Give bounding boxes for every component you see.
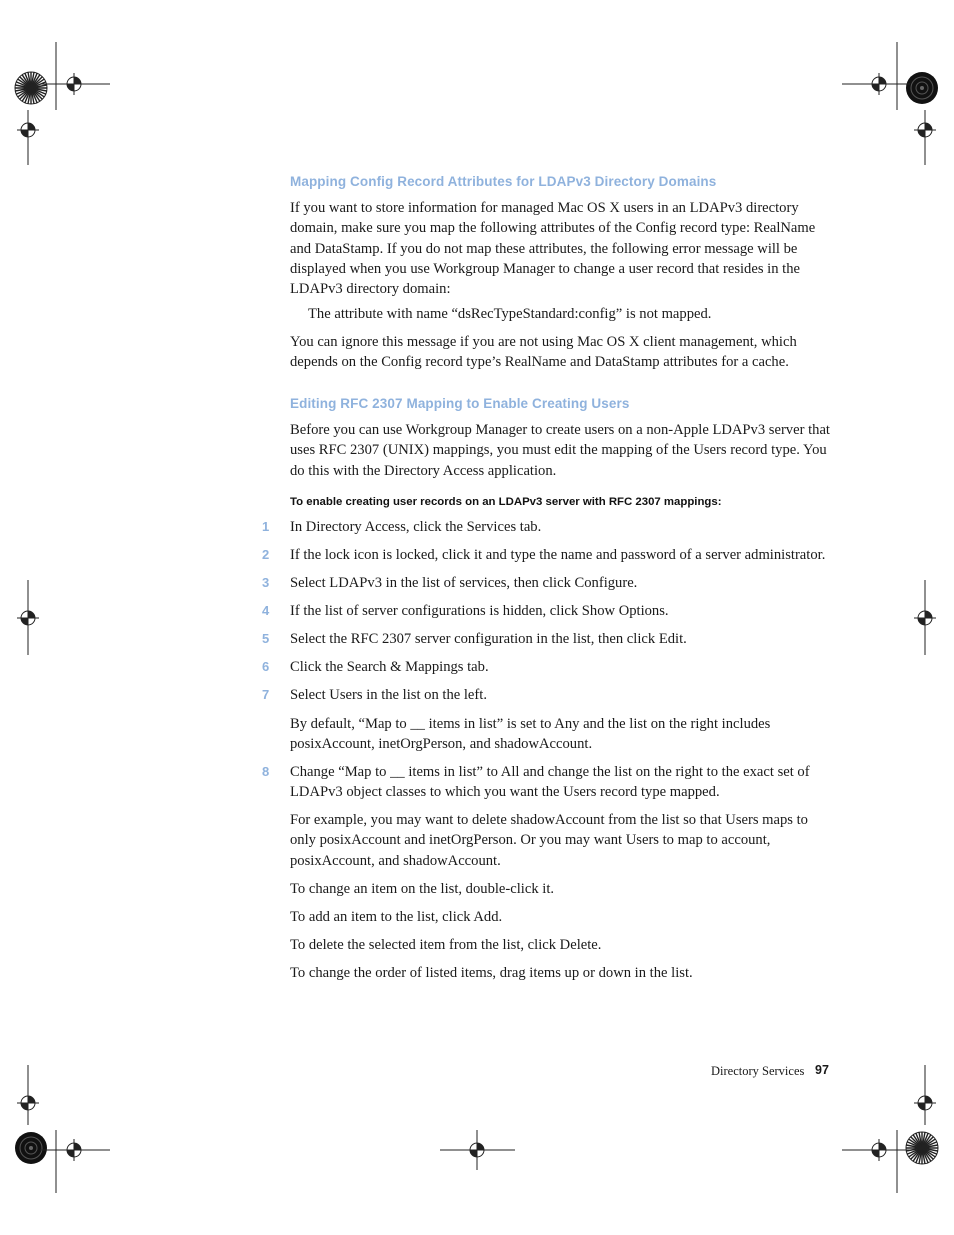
section-heading-rfc2307: Editing RFC 2307 Mapping to Enable Creating Users bbox=[290, 396, 630, 411]
step-number: 7 bbox=[262, 687, 270, 702]
footer-chapter-title: Directory Services bbox=[711, 1064, 805, 1078]
step-number: 3 bbox=[262, 575, 270, 590]
procedure-title: To enable creating user records on an LDAPv3 server with RFC 2307 mappings: bbox=[290, 496, 722, 508]
step-text: Select Users in the list on the left. bbox=[290, 687, 487, 703]
step-text: Change “Map to __ items in list” to All and change the list on the right to the exact set of LDAPv3 object classes to which you want the Users record type mapped. bbox=[290, 764, 810, 801]
step-number: 8 bbox=[262, 764, 270, 779]
section-heading-config-mapping: Mapping Config Record Attributes for LDAPv3 Directory Domains bbox=[290, 174, 717, 189]
step8-note: For example, you may want to delete shadowAccount from the list so that Users maps to only posixAccount and inetOrgPerson. Or you may want Users to map to account, posixAccount, and shadowAccount. bbox=[290, 812, 808, 869]
config-mapping-intro: If you want to store information for managed Mac OS X users in an LDAPv3 directory domain, make sure you map the following attributes of the Config record type: RealName and DataStamp. If you do not map these attributes, the following error message will be displayed when you use Workgroup Manager to change a user record that resides in the LDAPv3 directory domain: bbox=[290, 200, 816, 298]
step7-note: By default, “Map to __ items in list” is set to Any and the list on the right includes posixAccount, inetOrgPerson, and shadowAccount. bbox=[290, 716, 771, 753]
step-text: In Directory Access, click the Services tab. bbox=[290, 519, 542, 535]
error-message-example: The attribute with name “dsRecTypeStandard:config” is not mapped. bbox=[308, 306, 712, 322]
tip-reorder-items: To change the order of listed items, drag items up or down in the list. bbox=[290, 965, 693, 981]
step-number: 6 bbox=[262, 659, 270, 674]
step-number: 1 bbox=[262, 519, 270, 534]
step-number: 2 bbox=[262, 547, 270, 562]
config-mapping-note: You can ignore this message if you are not using Mac OS X client management, which depends on the Config record type’s RealName and DataStamp attributes for a cache. bbox=[290, 334, 797, 371]
step-number: 4 bbox=[262, 603, 270, 618]
tip-change-item: To change an item on the list, double-click it. bbox=[290, 881, 555, 897]
tip-delete-item: To delete the selected item from the list, click Delete. bbox=[290, 937, 602, 953]
page-number: 97 bbox=[815, 1063, 829, 1077]
step-text: Click the Search & Mappings tab. bbox=[290, 659, 489, 675]
rfc2307-intro: Before you can use Workgroup Manager to create users on a non-Apple LDAPv3 server that uses RFC 2307 (UNIX) mappings, you must edit the mapping of the Users record type. You do this with the Directory Access application. bbox=[290, 422, 830, 479]
step-number: 5 bbox=[262, 631, 270, 646]
step-text: If the list of server configurations is hidden, click Show Options. bbox=[290, 603, 669, 619]
step-text: Select LDAPv3 in the list of services, then click Configure. bbox=[290, 575, 638, 591]
step-text: If the lock icon is locked, click it and type the name and password of a server administrator. bbox=[290, 547, 826, 563]
step-text: Select the RFC 2307 server configuration in the list, then click Edit. bbox=[290, 631, 687, 647]
tip-add-item: To add an item to the list, click Add. bbox=[290, 909, 503, 925]
